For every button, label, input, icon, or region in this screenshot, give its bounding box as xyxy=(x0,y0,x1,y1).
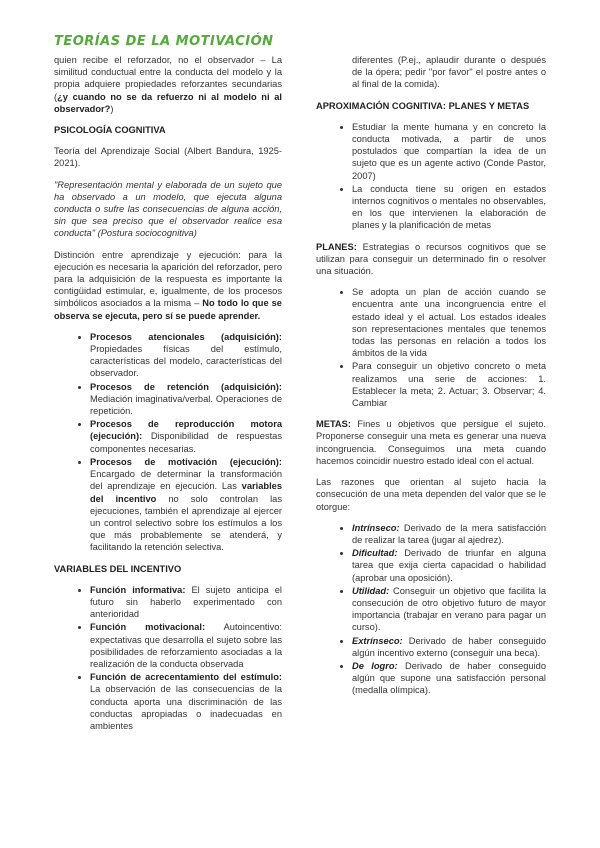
paragraph-metas xyxy=(316,418,546,467)
item-text: Derivado de haber conseguido algún incentivo externo (conseguir una beca). xyxy=(352,635,546,658)
text: Distinción entre aprendizaje y ejecución: para la ejecución es necesaria la aparición del reforzador, pero para la adquisición de la respuesta es importante la contigüidad estimular, e, igualmente, de los procesos simbólicos asociados a la misma – xyxy=(54,249,282,309)
bold-question: ¿y cuando no se da refuerzo ni al modelo ni al observador? xyxy=(54,91,282,114)
paragraph-refuerzo xyxy=(54,54,282,115)
item-text: Derivado de triunfar en alguna tarea que exija cierta capacidad o habilidad (aprobar una oposición). xyxy=(352,548,546,583)
item-text: Propiedades físicas del estímulo, características del modelo, características del observador. xyxy=(90,344,282,379)
bold-text: No todo lo que se observa se ejecuta, pero sí se puede aprender. xyxy=(54,298,282,321)
text: Estrategias o recursos cognitivos que se utilizan para conseguir un determinado fin o resolver una situación. xyxy=(316,241,546,277)
paragraph-planes xyxy=(316,241,546,278)
right-column xyxy=(316,54,546,706)
item-term: Procesos de reproducción motora (ejecución): xyxy=(90,419,282,442)
text: quien recibe el reforzador, no el observador – La similitud conductual entre la conducta del modelo y la propia adquiere propiedades reforzantes secundarias ( xyxy=(54,55,282,102)
item-term: variables del incentivo xyxy=(90,481,282,504)
item-term: Procesos de motivación (ejecución): xyxy=(90,456,282,467)
list-item xyxy=(90,671,282,732)
left-column xyxy=(54,54,282,741)
item-text: El sujeto anticipa el futuro sin haberlo experimentado con anterioridad xyxy=(90,584,282,620)
item-term: Utilidad: xyxy=(352,585,390,596)
list-item: • La conducta tiene su origen en estados internos cognitivos o mentales no observables, en los que intervienen la elaboración de planes y la planificación de metas xyxy=(352,183,546,232)
item-text: Autoincentivo: expectativas que desarrolla el sujeto sobre las posibilidades de reforzamiento asociadas a la realización de la conducta observada xyxy=(90,622,282,669)
list-item xyxy=(90,418,282,455)
list-item xyxy=(352,522,546,546)
item-term: Extrínseco: xyxy=(352,635,403,646)
item-term: De logro: xyxy=(352,660,398,671)
heading-variables-incentivo: VARIABLES DEL INCENTIVO xyxy=(54,563,182,574)
item-text: Derivado de haber conseguido algún que supone una satisfacción personal (medalla olímpica). xyxy=(352,660,546,696)
item-text: Encargado de determinar la transformación del aprendizaje en ejecución. Las xyxy=(90,469,282,492)
list-item xyxy=(90,331,282,380)
procesos-list xyxy=(54,331,282,554)
paragraph-razones: Las razones que orientan al sujeto hacia la consecución de una meta dependen del valor que se le otorgue: xyxy=(316,477,546,512)
list-item xyxy=(352,635,546,659)
item-text: no solo controlan las ejecuciones, también el aprendizaje al ejercer un control selectivo sobre los estímulos a los que más probablemente se atenderá, y facilitando la retención selectiva. xyxy=(90,493,283,553)
item-term: Procesos de retención (adquisición): xyxy=(90,381,282,392)
term-metas: METAS: xyxy=(316,419,351,430)
variables-list xyxy=(54,584,282,732)
valores-list xyxy=(316,522,546,697)
item-term: Procesos atencionales (adquisición): xyxy=(90,331,282,342)
page-title: TEORÍAS DE LA MOTIVACIÓN xyxy=(54,34,274,49)
item-text: Derivado de la mera satisfacción de realizar la tarea (jugar al ajedrez). xyxy=(352,522,546,545)
item-term: Intrínseco: xyxy=(352,522,400,533)
item-text: La observación de las consecuencias de la conducta aporta una discriminación de las conductas apropiadas o inadecuadas en ambientes xyxy=(90,684,282,731)
item-term: Dificultad: xyxy=(352,548,398,559)
term-planes: PLANES: xyxy=(316,241,357,252)
paragraph-teoria: Teoría del Aprendizaje Social (Albert Bandura, 1925-2021). xyxy=(54,146,282,169)
item-term: Función de acrecentamiento del estímulo: xyxy=(90,672,282,683)
heading-psicologia-cognitiva: PSICOLOGÍA COGNITIVA xyxy=(54,125,166,136)
item-term: Función informativa: xyxy=(90,584,186,595)
list-item: • Estudiar la mente humana y en concreto la conducta motivada, a partir de unos postulados que compartían la idea de un sujeto que es un agente activo (Conde Pastor, 2007) xyxy=(352,121,546,182)
paragraph-distincion xyxy=(54,249,282,322)
list-item: • Se adopta un plan de acción cuando se encuentra ante una incongruencia entre el estado ideal y el actual. Los estados ideales son representaciones mentales que tenemos todas las personas en relación a todos los ámbitos de la vida xyxy=(352,286,546,359)
item-text: Conseguir un objetivo que facilita la consecución de otro objetivo futuro de mayor importancia (trabajar en verano para pagar un curso). xyxy=(352,585,546,633)
item-text: Mediación imaginativa/verbal. Operaciones de repetición. xyxy=(90,393,282,417)
planes-list xyxy=(316,286,546,409)
list-item xyxy=(352,660,546,697)
quote-bandura: "Representación mental y elaborada de un sujeto que ha observado a un modelo, que ejecuta alguna conducta o sufre las consecuencias de alguna acción, sin que sea preciso que el observador realice esa conducta" (Postura sociocognitiva) xyxy=(54,179,282,239)
text: ) xyxy=(110,103,114,114)
list-item xyxy=(352,547,546,584)
list-item xyxy=(90,584,282,621)
item-term: Función motivacional: xyxy=(90,622,206,633)
list-item xyxy=(90,456,282,554)
list-item xyxy=(352,585,546,634)
aproximacion-list xyxy=(316,121,546,232)
list-item: • Para conseguir un objetivo concreto o meta realizamos una serie de acciones: 1. Establecer la meta; 2. Actuar; 3. Observar; 4. Cambiar xyxy=(352,360,546,409)
list-item xyxy=(90,381,282,418)
item-text: Disponibilidad de respuestas componentes necesarias. xyxy=(90,431,282,454)
heading-aproximacion-cognitiva: APROXIMACIÓN COGNITIVA: PLANES Y METAS xyxy=(316,100,530,111)
paragraph-continuacion: diferentes (P.ej., aplaudir durante o después de la ópera; pedir "por favor" el postre antes o al final de la comida). xyxy=(352,55,546,90)
list-item xyxy=(90,621,282,670)
text: Fines u objetivos que persigue el sujeto. Proponerse conseguir una meta es generar una nueva incongruencia. Conseguimos una meta cuando hacemos coincidir nuestro estado ideal con el actual. xyxy=(316,419,546,466)
